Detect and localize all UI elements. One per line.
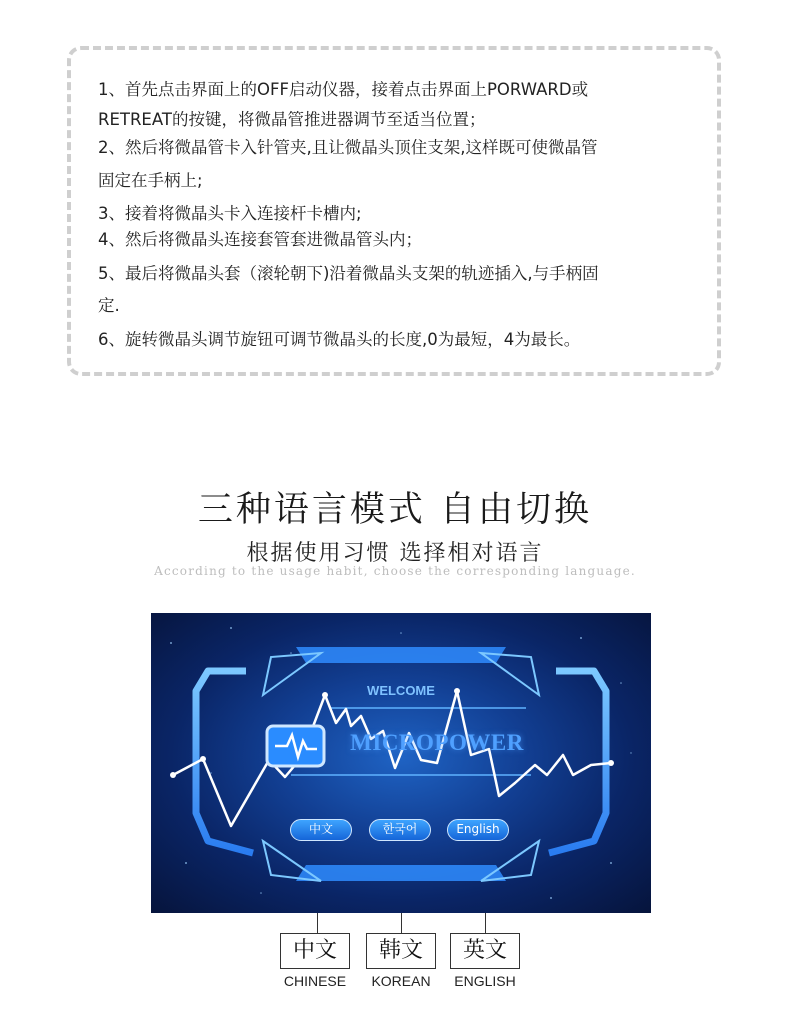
waveform-line <box>173 691 611 826</box>
language-caption-english: ENGLISH <box>454 973 516 989</box>
english-button[interactable]: English <box>447 819 509 841</box>
instruction-line: 定. <box>98 296 120 315</box>
device-screen <box>151 613 651 913</box>
korean-button[interactable]: 한국어 <box>369 819 431 841</box>
leader-line-chinese <box>317 913 318 933</box>
screen-graphics <box>151 613 651 913</box>
instruction-line: 6、旋转微晶头调节旋钮可调节微晶头的长度,0为最短，4为最长。 <box>98 330 581 349</box>
language-caption-korean: KOREAN <box>371 973 431 989</box>
chinese-button[interactable]: 中文 <box>290 819 352 841</box>
brand-label: MICROPOWER <box>350 730 524 755</box>
section-subtitle: 根据使用习惯 选择相对语言 <box>246 541 544 566</box>
instruction-line: RETREAT的按键，将微晶管推进器调节至适当位置； <box>98 110 486 129</box>
language-box-korean: 韩文 <box>366 933 436 969</box>
language-caption-chinese: CHINESE <box>283 973 347 989</box>
section-tagline: According to the usage habit, choose the corresponding language. <box>154 564 636 578</box>
welcome-label: WELCOME <box>367 683 435 698</box>
leader-line-english <box>485 913 486 933</box>
instruction-line: 4、然后将微晶头连接套管套进微晶管头内； <box>98 230 422 249</box>
language-box-chinese: 中文 <box>280 933 350 969</box>
instruction-line: 1、首先点击界面上的OFF启动仪器，接着点击界面上PORWARD或 <box>98 80 589 99</box>
heartbeat-icon <box>267 726 324 766</box>
leader-line-korean <box>401 913 402 933</box>
instruction-line: 5、最后将微晶头套（滚轮朝下)沿着微晶头支架的轨迹插入,与手柄固 <box>98 264 599 283</box>
instruction-line: 固定在手柄上; <box>98 171 203 190</box>
language-box-english: 英文 <box>450 933 520 969</box>
instruction-line: 2、然后将微晶管卡入针管夹,且让微晶头顶住支架,这样既可使微晶管 <box>98 138 598 157</box>
section-title: 三种语言模式 自由切换 <box>197 490 593 530</box>
instruction-line: 3、接着将微晶头卡入连接杆卡槽内; <box>98 204 362 223</box>
